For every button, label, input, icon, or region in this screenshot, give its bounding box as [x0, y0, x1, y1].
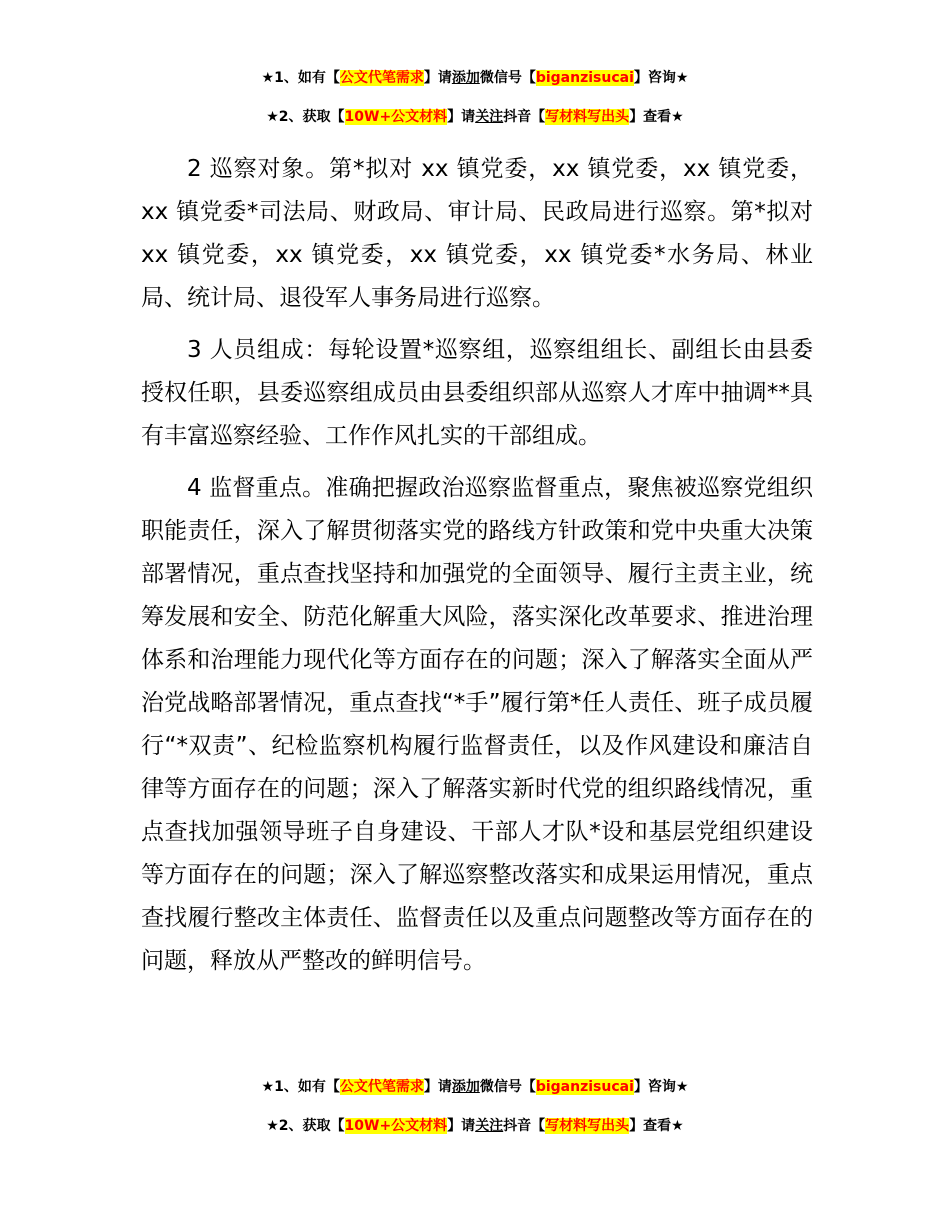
banner-text: 微信号【 — [479, 70, 536, 86]
banner-text: ★1、如有【 — [261, 70, 340, 86]
banner-text: 】咨询★ — [633, 1079, 689, 1095]
banner-text: ★1、如有【 — [261, 1079, 340, 1095]
paragraph-personnel: 3 人员组成：每轮设置*巡察组，巡察组组长、副组长由县委授权任职，县委巡察组成员由县委组织部从巡察人才库中抽调**具有丰富巡察经验、工作作风扎实的干部组成。 — [141, 337, 813, 449]
banner-text: 】请 — [423, 70, 452, 86]
promo-banner-top-line-2 — [0, 105, 950, 129]
banner-douyin-id: 写材料写出头 — [545, 109, 630, 125]
banner-text: 】查看★ — [629, 109, 684, 125]
banner-highlight: 公文代笔需求 — [339, 1079, 424, 1095]
banner-text: 抖音【 — [503, 109, 546, 125]
banner-highlight: 公文代笔需求 — [339, 70, 424, 86]
banner-wechat-id: biganzisucai — [535, 1079, 634, 1095]
paragraph-supervision-focus: 4 监督重点。准确把握政治巡察监督重点，聚焦被巡察党组织职能责任，深入了解贯彻落实党的路线方针政策和党中央重大决策部署情况，重点查找坚持和加强党的全面领导、履行主责主业，统筹发展和安全、防范化解重大风险，落实深化改革要求、推进治理体系和治理能力现代化等方面存在的问题；深入了解落实全面从严治党战略部署情况，重点查找“*手”履行第*任人责任、班子成员履行“*双责”、纪检监察机构履行监督责任，以及作风建设和廉洁自律等方面存在的问题；深入了解落实新时代党的组织路线情况，重点查找加强领导班子自身建设、干部人才队*设和基层党组织建设等方面存在的问题；深入了解巡察整改落实和成果运用情况，重点查找履行整改主体责任、监督责任以及重点问题整改等方面存在的问题，释放从严整改的鲜明信号。 — [141, 475, 813, 974]
banner-text: 】咨询★ — [633, 70, 689, 86]
banner-underlined: 关注 — [475, 109, 504, 125]
promo-banner-top-line-1 — [0, 66, 950, 90]
banner-underlined: 添加 — [451, 70, 480, 86]
banner-highlight: 10W+公文材料 — [344, 109, 448, 125]
banner-text: ★2、获取【 — [266, 1118, 345, 1134]
banner-underlined: 关注 — [475, 1118, 504, 1134]
banner-text: 】请 — [447, 109, 476, 125]
banner-text: 】请 — [423, 1079, 452, 1095]
banner-douyin-id: 写材料写出头 — [545, 1118, 630, 1134]
banner-text: 】查看★ — [629, 1118, 684, 1134]
banner-text: 抖音【 — [503, 1118, 546, 1134]
banner-text: ★2、获取【 — [266, 109, 345, 125]
banner-text: 微信号【 — [479, 1079, 536, 1095]
promo-banner-bottom-line-1 — [0, 1075, 950, 1099]
banner-text: 】请 — [447, 1118, 476, 1134]
document-body — [141, 148, 813, 992]
banner-wechat-id: biganzisucai — [535, 70, 634, 86]
paragraph-inspection-targets: 2 巡察对象。第*拟对 xx 镇党委，xx 镇党委，xx 镇党委，xx 镇党委*司法局、财政局、审计局、民政局进行巡察。第*拟对 xx 镇党委，xx 镇党委，xx 镇党委，xx 镇党委*水务局、林业局、统计局、退役军人事务局进行巡察。 — [141, 156, 813, 311]
promo-banner-bottom-line-2 — [0, 1114, 950, 1138]
banner-underlined: 添加 — [451, 1079, 480, 1095]
banner-highlight: 10W+公文材料 — [344, 1118, 448, 1134]
